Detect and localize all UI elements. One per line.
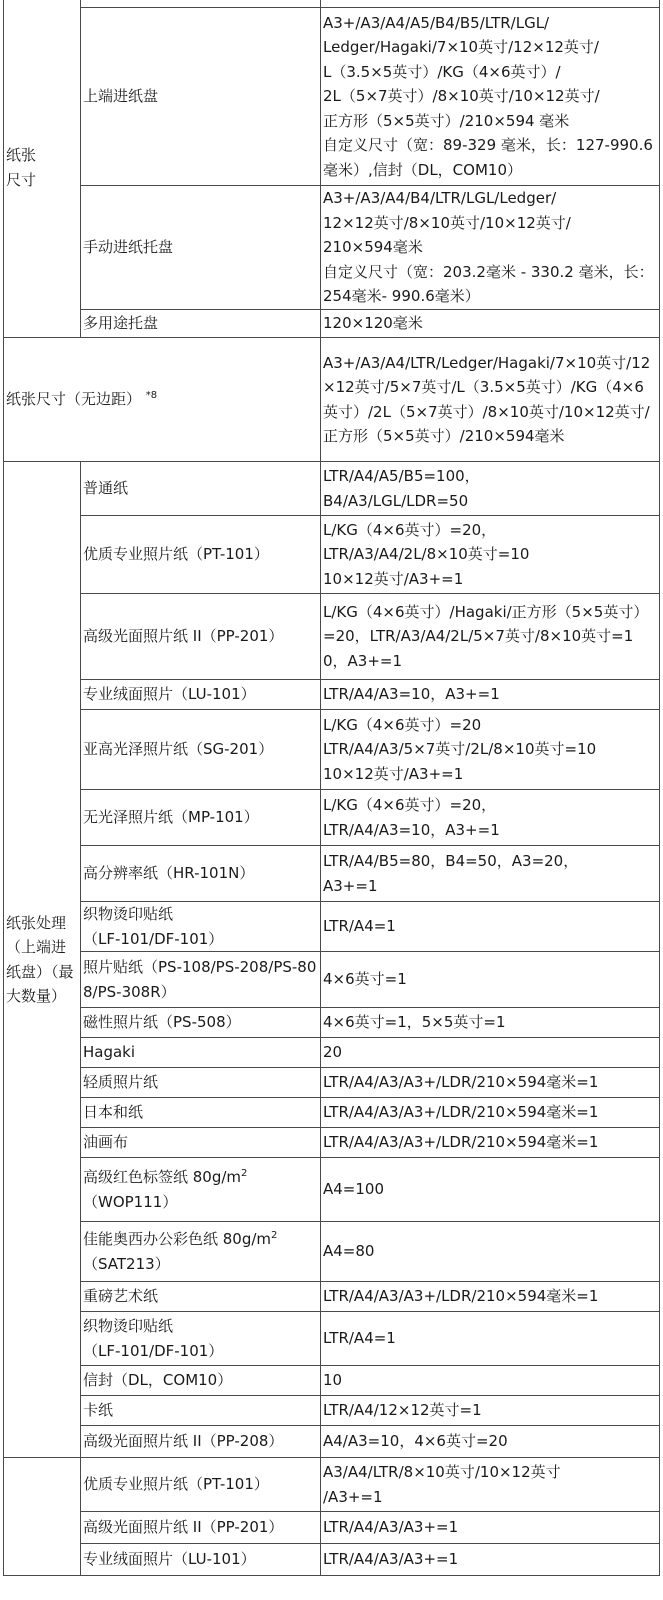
table-row [4,1098,660,1128]
row-item: 织物烫印贴纸 （LF-101/DF-101） [81,902,321,952]
row-item: 高级光面照片纸 II（PP-201） [81,1512,321,1544]
item-superscript: 2 [241,1168,248,1179]
row-item [81,0,321,8]
row-item: 优质专业照片纸（PT-101） [81,1458,321,1512]
table-row [4,1158,660,1222]
row-value: LTR/A4=1 [321,1312,660,1366]
row-item: 轻质照片纸 [81,1068,321,1098]
row-item: 专业绒面照片（LU-101） [81,680,321,710]
row-item: 上端进纸盘 [81,8,321,186]
row-value: A4/A3=10，4×6英寸=20 [321,1426,660,1458]
row-item: 织物烫印贴纸 （LF-101/DF-101） [81,1312,321,1366]
row-value: L/KG（4×6英寸）/Hagaki/正方形（5×5英寸）=20，LTR/A3/A4/2L/5×7英寸/8×10英寸=10，A3+=1 [321,594,660,680]
table-row [4,594,660,680]
table-row [4,1222,660,1282]
table-row [4,1544,660,1576]
table-row [4,462,660,516]
handling-section-label: 纸张处理（上端进纸盘）（最大数量） [4,462,81,1458]
table-row [4,1282,660,1312]
row-value: A3/A4/LTR/8×10英寸/10×12英寸 /A3+=1 [321,1458,660,1512]
row-value: 20 [321,1038,660,1068]
table-row [4,186,660,310]
row-value: L/KG（4×6英寸）=20 LTR/A4/A3/5×7英寸/2L/8×10英寸=10 10×12英寸/A3+=1 [321,710,660,790]
row-value: L/KG（4×6英寸）=20， LTR/A3/A4/2L/8×10英寸=10 10×12英寸/A3+=1 [321,516,660,594]
row-item: 亚高光泽照片纸（SG-201） [81,710,321,790]
item-code: （WOP111） [83,1192,178,1211]
item-name: 佳能奥西办公彩色纸 80g/m [83,1230,272,1248]
row-value: LTR/A4/A5/B5=100， B4/A3/LGL/LDR=50 [321,462,660,516]
table-row [4,846,660,902]
row-value: A3+/A3/A4/LTR/Ledger/Hagaki/7×10英寸/12×12英寸/5×7英寸/L（3.5×5英寸）/KG（4×6英寸）/2L（5×7英寸）/8×10英寸/10×12英寸/正方形（5×5英寸）/210×594毫米 [321,338,660,462]
row-item [81,1158,321,1222]
row-value: LTR/A4/A3/A3+/LDR/210×594毫米=1 [321,1068,660,1098]
row-item: 手动进纸托盘 [81,186,321,310]
table-row [4,516,660,594]
table-row [4,0,660,8]
row-item: 日本和纸 [81,1098,321,1128]
row-value: 120×120毫米 [321,310,660,338]
row-value: LTR/A4/A3/A3+/LDR/210×594毫米=1 [321,1128,660,1158]
table-row [4,1512,660,1544]
row-value: A3+/A3/A4/A5/B4/B5/LTR/LGL/ Ledger/Hagaki/7×10英寸/12×12英寸/ L（3.5×5英寸）/KG（4×6英寸）/ 2L（5×7英寸）/8×10英寸/10×12英寸/ 正方形（5×5英寸）/210×594 毫米 自定义尺寸（宽：89-329 毫米，长：127-990.6 毫米）,信封（DL，COM10） [321,8,660,186]
row-item: 高级光面照片纸 II（PP-201） [81,594,321,680]
row-value: 4×6英寸=1 [321,952,660,1008]
row-item: 照片贴纸（PS-108/PS-208/PS-808/PS-308R） [81,952,321,1008]
row-item: 优质专业照片纸（PT-101） [81,516,321,594]
table-row [4,680,660,710]
row-value: LTR/A4/B5=80，B4=50，A3=20， A3+=1 [321,846,660,902]
row-item: 磁性照片纸（PS-508） [81,1008,321,1038]
table-row [4,1426,660,1458]
row-value: LTR/A4/A3/A3+=1 [321,1544,660,1576]
row-value: LTR/A4/A3/A3+=1 [321,1512,660,1544]
row-value: L/KG（4×6英寸）=20， LTR/A4/A3=10，A3+=1 [321,790,660,846]
table-row [4,338,660,462]
borderless-label-text: 纸张尺寸（无边距） [6,390,142,409]
table-row [4,310,660,338]
table-row [4,8,660,186]
borderless-note: *8 [145,390,158,402]
row-item: 油画布 [81,1128,321,1158]
table-row [4,1128,660,1158]
row-value: LTR/A4/12×12英寸=1 [321,1396,660,1426]
table-row [4,1366,660,1396]
table-row [4,1038,660,1068]
table-row [4,1312,660,1366]
table-row [4,1458,660,1512]
row-value: LTR/A4/A3=10，A3+=1 [321,680,660,710]
row-value: A4=100 [321,1158,660,1222]
item-name: 高级红色标签纸 80g/m [83,1168,242,1186]
row-value: LTR/A4=1 [321,902,660,952]
item-code: （SAT213） [83,1254,170,1273]
row-value: 4×6英寸=1，5×5英寸=1 [321,1008,660,1038]
item-superscript: 2 [271,1230,278,1241]
row-item: 普通纸 [81,462,321,516]
row-value [321,0,660,8]
next-section-label [4,1458,81,1576]
row-item: 卡纸 [81,1396,321,1426]
row-item: 无光泽照片纸（MP-101） [81,790,321,846]
specification-table [3,0,660,1576]
table-row [4,1068,660,1098]
table-row [4,902,660,952]
row-item: 专业绒面照片（LU-101） [81,1544,321,1576]
table-row [4,790,660,846]
row-item: 高级光面照片纸 II（PP-208） [81,1426,321,1458]
borderless-label [4,338,321,462]
row-item: 高分辨率纸（HR-101N） [81,846,321,902]
table-row [4,1008,660,1038]
size-section-label: 纸张 尺寸 [4,0,81,338]
table-row [4,952,660,1008]
row-item: 重磅艺术纸 [81,1282,321,1312]
table-row [4,710,660,790]
row-value: A4=80 [321,1222,660,1282]
row-item: Hagaki [81,1038,321,1068]
row-item: 信封（DL，COM10） [81,1366,321,1396]
row-value: LTR/A4/A3/A3+/LDR/210×594毫米=1 [321,1282,660,1312]
row-value: A3+/A3/A4/B4/LTR/LGL/Ledger/ 12×12英寸/8×10英寸/10×12英寸/ 210×594毫米 自定义尺寸（宽：203.2毫米 - 330.2 毫米，长：254毫米- 990.6毫米） [321,186,660,310]
row-item [81,1222,321,1282]
row-item: 多用途托盘 [81,310,321,338]
table-row [4,1396,660,1426]
row-value: 10 [321,1366,660,1396]
row-value: LTR/A4/A3/A3+/LDR/210×594毫米=1 [321,1098,660,1128]
